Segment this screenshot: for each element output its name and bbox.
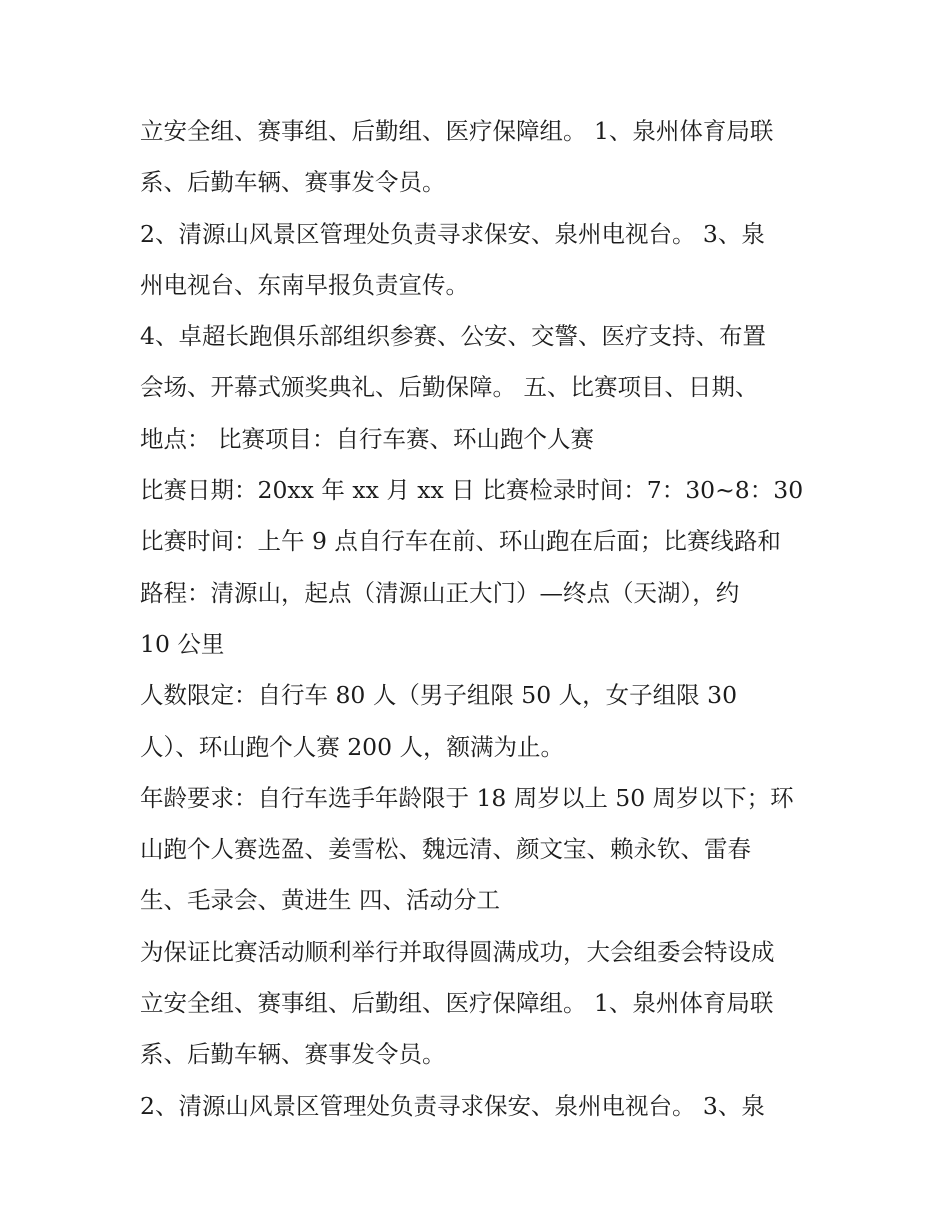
body-text (140, 106, 830, 1132)
text-line-15: 山跑个人赛选盈、姜雪松、魏远清、颜文宝、赖永钦、雷春 (140, 835, 751, 864)
text-line-18: 立安全组、赛事组、后勤组、医疗保障组。 1、泉州体育局联 (140, 989, 774, 1018)
text-line-17: 为保证比赛活动顺利举行并取得圆满成功，大会组委会特设成 (140, 937, 775, 966)
text-line-20: 2、清源山风景区管理处负责寻求保安、泉州电视台。 3、泉 (140, 1091, 765, 1120)
text-line-9: 比赛时间：上午 9 点自行车在前、环山跑在后面；比赛线路和 (140, 527, 781, 556)
text-line-3: 2、清源山风景区管理处负责寻求保安、泉州电视台。 3、泉 (140, 219, 765, 248)
text-line-2: 系、后勤车辆、赛事发令员。 (140, 168, 446, 197)
text-line-13: 人）、环山跑个人赛 200 人，额满为止。 (140, 732, 565, 761)
text-line-14: 年龄要求：自行车选手年龄限于 18 周岁以上 50 周岁以下；环 (140, 783, 794, 812)
text-line-11: 10 公里 (140, 629, 225, 658)
text-line-16: 生、毛录会、黄进生 四、活动分工 (140, 886, 500, 915)
text-line-10: 路程：清源山，起点（清源山正大门）—终点（天湖），约 (140, 578, 740, 607)
text-line-4: 州电视台、东南早报负责宣传。 (140, 270, 469, 299)
text-line-19: 系、后勤车辆、赛事发令员。 (140, 1040, 446, 1069)
text-line-1: 立安全组、赛事组、后勤组、医疗保障组。 1、泉州体育局联 (140, 117, 774, 145)
text-line-7: 地点： 比赛项目：自行车赛、环山跑个人赛 (140, 424, 594, 453)
text-line-8: 比赛日期：20xx 年 xx 月 xx 日 比赛检录时间：7：30~8：30 (140, 476, 804, 505)
text-line-6: 会场、开幕式颁奖典礼、后勤保障。 五、比赛项目、日期、 (140, 373, 759, 402)
text-line-12: 人数限定：自行车 80 人（男子组限 50 人，女子组限 30 (140, 681, 738, 710)
text-line-5: 4、卓超长跑俱乐部组织参赛、公安、交警、医疗支持、布置 (140, 322, 766, 351)
